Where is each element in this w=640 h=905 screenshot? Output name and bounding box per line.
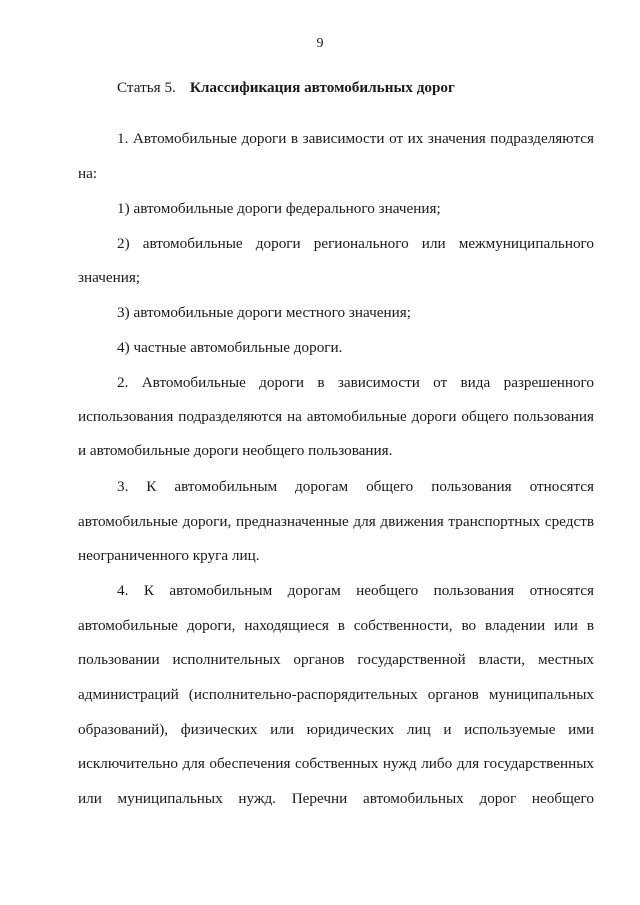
- paragraph-line: 1. Автомобильные дороги в зависимости от их значения подразделяются: [117, 130, 594, 147]
- paragraph-line: неограниченного круга лиц.: [78, 547, 260, 564]
- list-item: 3) автомобильные дороги местного значения;: [117, 304, 411, 321]
- paragraph-line: использования подразделяются на автомобильные дороги общего пользования: [78, 408, 594, 425]
- paragraph-line: или муниципальных нужд. Перечни автомобильных дорог необщего: [78, 790, 594, 807]
- list-item: 4) частные автомобильные дороги.: [117, 339, 343, 356]
- article-label: Статья 5.: [117, 79, 176, 96]
- article-heading: [117, 78, 594, 98]
- paragraph-line: автомобильные дороги, находящиеся в собственности, во владении или в: [78, 617, 594, 634]
- paragraph-line: администраций (исполнительно-распорядительных органов муниципальных: [78, 686, 594, 703]
- paragraph-line: пользовании исполнительных органов государственной власти, местных: [78, 651, 594, 668]
- paragraph-line: значения;: [78, 269, 141, 286]
- paragraph-line: и автомобильные дороги необщего пользования.: [78, 442, 393, 459]
- article-title: Классификация автомобильных дорог: [189, 79, 455, 96]
- paragraph-line: образований), физических или юридических лиц и используемые ими: [78, 721, 594, 738]
- list-item: 2) автомобильные дороги регионального или межмуниципального: [117, 235, 594, 252]
- paragraph-line: исключительно для обеспечения собственных нужд либо для государственных: [78, 755, 594, 772]
- paragraph-line: на:: [78, 165, 98, 182]
- paragraph-line: 3. К автомобильным дорогам общего пользования относятся: [117, 478, 594, 495]
- page-number: 9: [316, 36, 324, 51]
- paragraph-line: автомобильные дороги, предназначенные для движения транспортных средств: [78, 513, 594, 530]
- list-item: 1) автомобильные дороги федерального значения;: [117, 200, 441, 217]
- paragraph-line: 2. Автомобильные дороги в зависимости от вида разрешенного: [117, 374, 594, 391]
- paragraph-line: 4. К автомобильным дорогам необщего пользования относятся: [117, 582, 594, 599]
